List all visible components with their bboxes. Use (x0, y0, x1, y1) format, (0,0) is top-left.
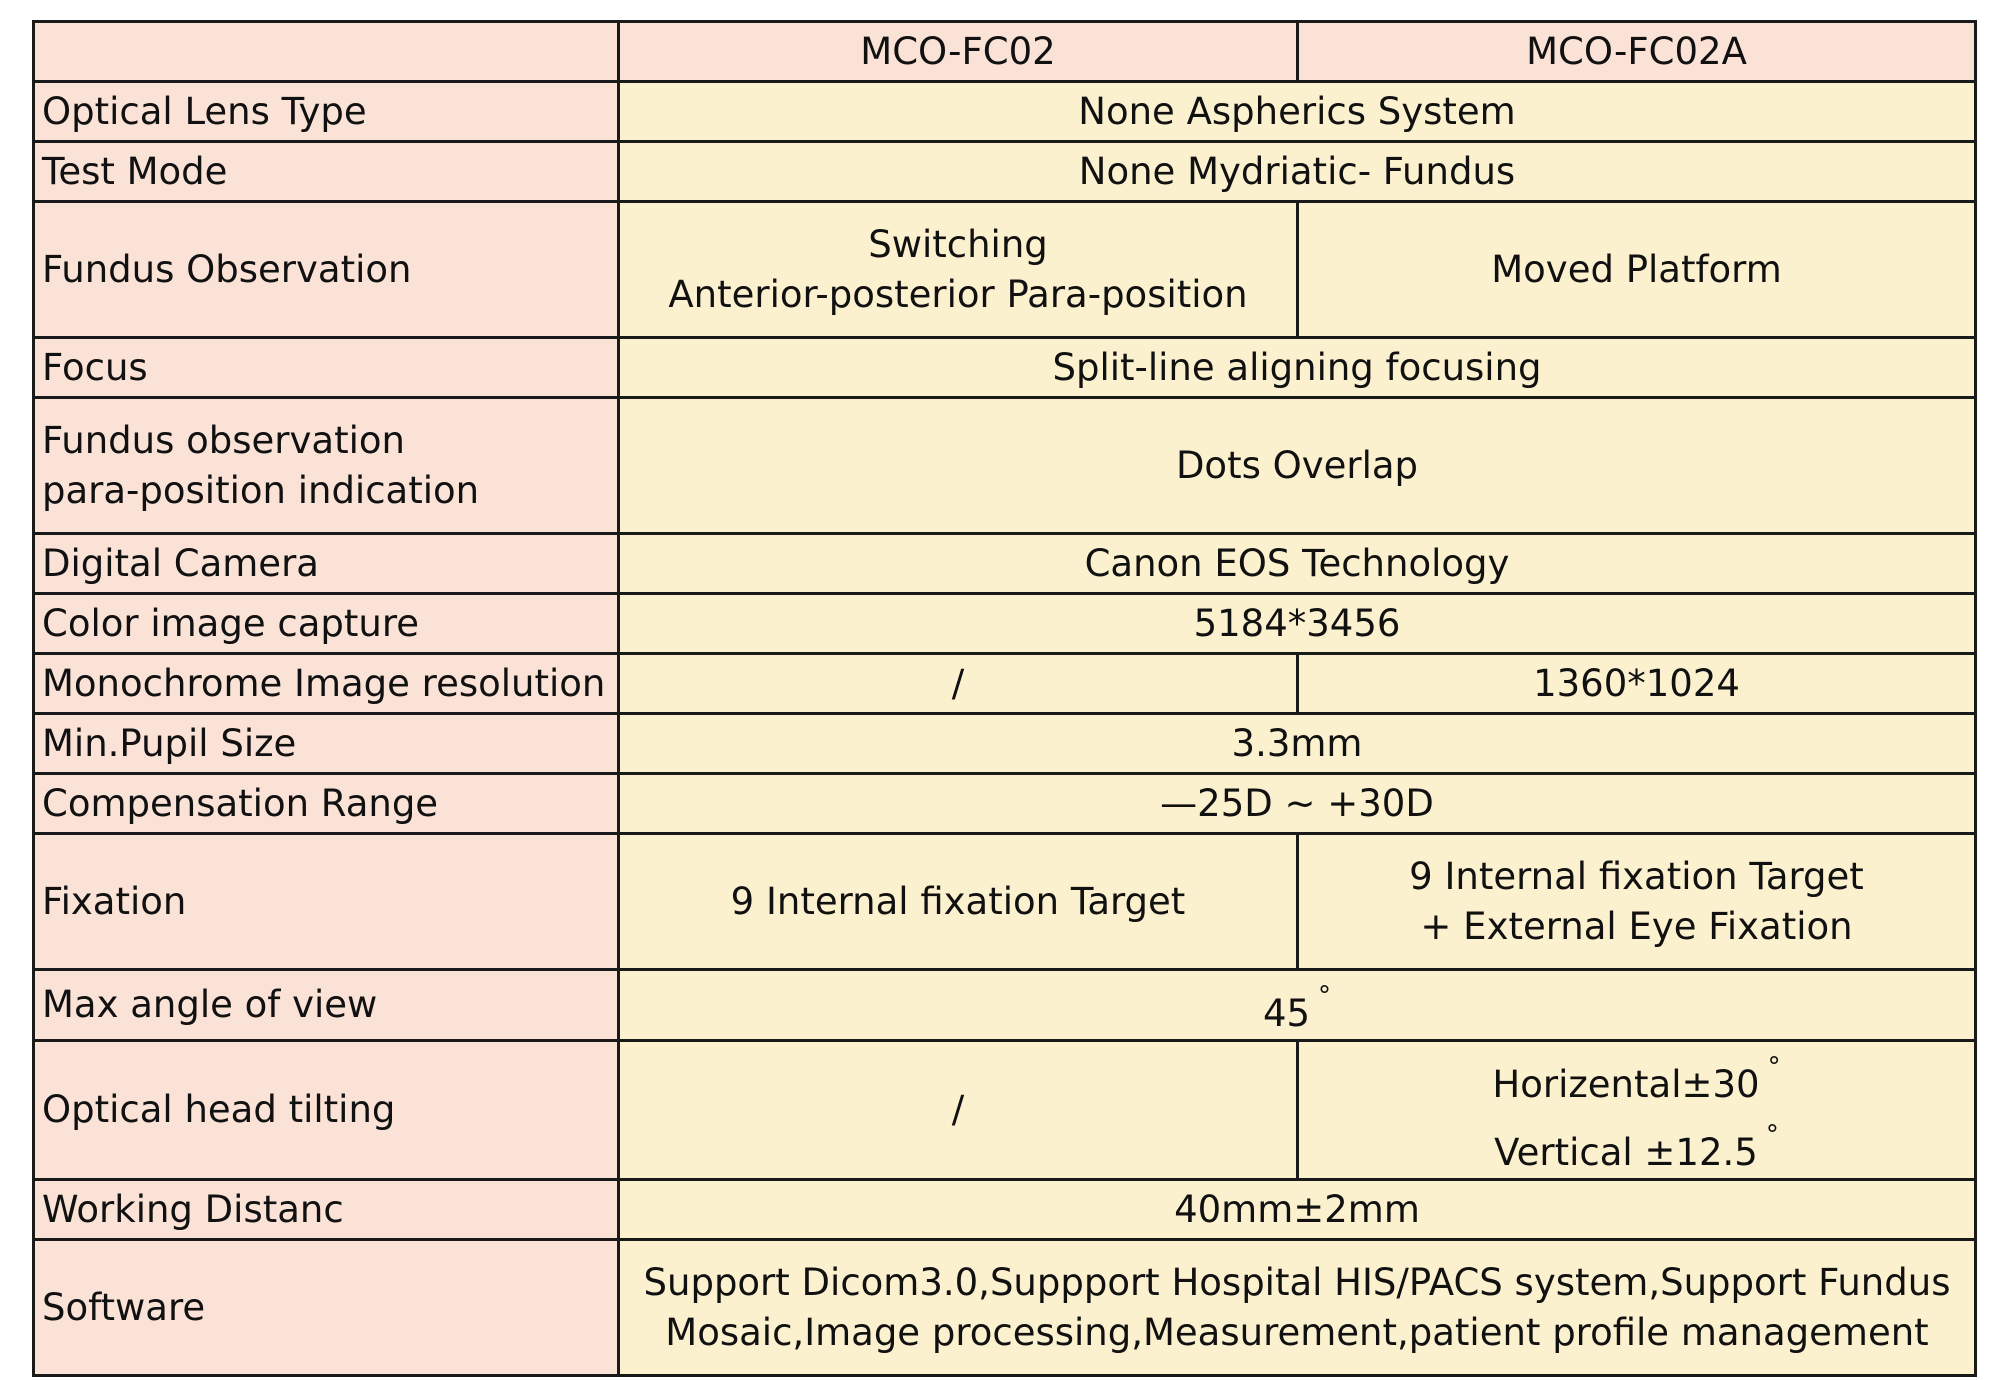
row-color-image-capture (34, 594, 1976, 654)
row-value: Split-line aligning focusing (619, 338, 1976, 398)
horizontal-tilt: Horizental±30 (1492, 1063, 1760, 1106)
row-value: Canon EOS Technology (619, 534, 1976, 594)
row-label (34, 398, 619, 534)
row-value-model-b (1298, 1041, 1976, 1180)
row-label: Digital Camera (34, 534, 619, 594)
value-line (1299, 1110, 1974, 1178)
row-label: Optical Lens Type (34, 82, 619, 142)
row-label: Max angle of view (34, 970, 619, 1041)
degree-symbol: ° (1767, 1052, 1781, 1082)
row-para-position-indication (34, 398, 1976, 534)
value-line: 9 Internal fixation Target (1409, 854, 1864, 898)
row-value-model-a: 9 Internal fixation Target (619, 834, 1298, 970)
row-value: Dots Overlap (619, 398, 1976, 534)
value-line: Support Dicom3.0,Suppport Hospital HIS/PACS system,Support Fundus (643, 1260, 1951, 1304)
row-software (34, 1240, 1976, 1376)
row-label: Color image capture (34, 594, 619, 654)
row-optical-head-tilting (34, 1041, 1976, 1180)
row-min-pupil-size (34, 714, 1976, 774)
row-label: Monochrome Image resolution (34, 654, 619, 714)
row-value: None Mydriatic- Fundus (619, 142, 1976, 202)
row-value: None Aspherics System (619, 82, 1976, 142)
row-value-model-a (619, 202, 1298, 338)
row-label: Working Distanc (34, 1180, 619, 1240)
row-label: Test Mode (34, 142, 619, 202)
row-value: 5184*3456 (619, 594, 1976, 654)
row-value: 3.3mm (619, 714, 1976, 774)
row-value-model-b: Moved Platform (1298, 202, 1976, 338)
label-line: Fundus observation (42, 418, 405, 462)
row-label: Fundus Observation (34, 202, 619, 338)
row-digital-camera (34, 534, 1976, 594)
value-line: Anterior-posterior Para-position (668, 272, 1248, 316)
row-label: Min.Pupil Size (34, 714, 619, 774)
row-label: Fixation (34, 834, 619, 970)
degree-symbol: ° (1318, 981, 1332, 1011)
row-label: Compensation Range (34, 774, 619, 834)
value-line: Mosaic,Image processing,Measurement,patient profile management (665, 1310, 1929, 1354)
row-value: —25D ~ +30D (619, 774, 1976, 834)
value-line: Switching (868, 222, 1048, 266)
row-label: Software (34, 1240, 619, 1376)
row-value-model-b (1298, 834, 1976, 970)
row-value (619, 970, 1976, 1041)
row-label: Focus (34, 338, 619, 398)
header-model-a: MCO-FC02 (619, 22, 1298, 82)
row-value (619, 1240, 1976, 1376)
row-value: 40mm±2mm (619, 1180, 1976, 1240)
header-model-b: MCO-FC02A (1298, 22, 1976, 82)
header-row (34, 22, 1976, 82)
label-line: para-position indication (42, 468, 480, 512)
row-optical-lens-type (34, 82, 1976, 142)
row-label: Optical head tilting (34, 1041, 619, 1180)
value-line (1299, 1042, 1974, 1110)
row-working-distance (34, 1180, 1976, 1240)
row-value-model-b: 1360*1024 (1298, 654, 1976, 714)
spec-comparison-table (32, 20, 1977, 1377)
row-fundus-observation (34, 202, 1976, 338)
row-focus (34, 338, 1976, 398)
row-fixation (34, 834, 1976, 970)
degree-symbol: ° (1765, 1120, 1779, 1150)
value-line: + External Eye Fixation (1420, 904, 1853, 948)
row-max-angle-of-view (34, 970, 1976, 1041)
row-test-mode (34, 142, 1976, 202)
vertical-tilt: Vertical ±12.5 (1494, 1131, 1758, 1174)
row-value-model-a: / (619, 654, 1298, 714)
header-corner-cell (34, 22, 619, 82)
row-value-model-a: / (619, 1041, 1298, 1180)
row-compensation-range (34, 774, 1976, 834)
angle-value: 45 (1262, 992, 1311, 1035)
row-monochrome-resolution (34, 654, 1976, 714)
